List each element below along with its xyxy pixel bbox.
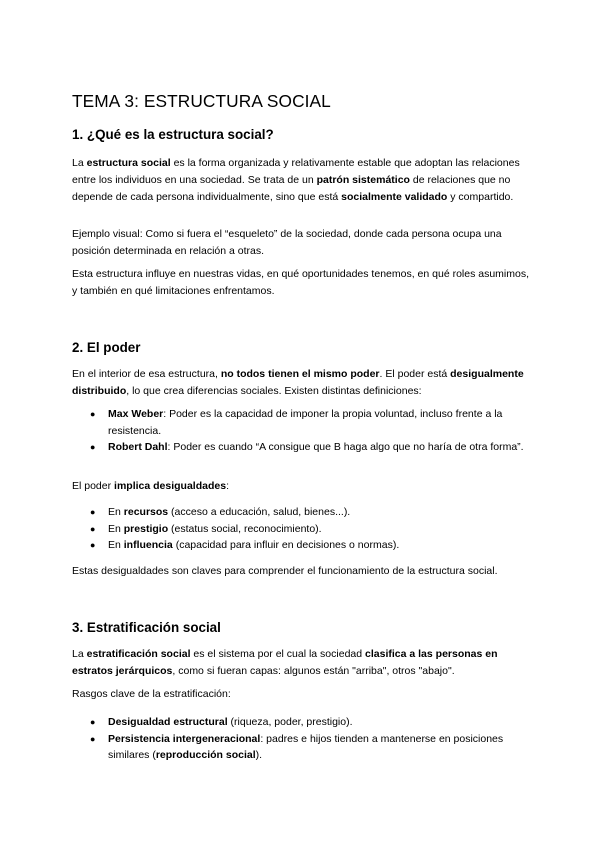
section-1-heading: 1. ¿Qué es la estructura social? [72, 127, 274, 142]
bullet-icon: ● [90, 507, 96, 517]
bullet-icon: ● [90, 442, 96, 452]
list-item: ● En recursos (acceso a educación, salud, bienes...). [72, 504, 532, 521]
page-title: TEMA 3: ESTRUCTURA SOCIAL [72, 91, 331, 111]
section-2-heading: 2. El poder [72, 340, 141, 355]
bullet-icon: ● [90, 409, 96, 419]
bullet-icon: ● [90, 717, 96, 727]
list-item: ● En influencia (capacidad para influir en decisiones o normas). [72, 537, 532, 554]
list-item: ● Robert Dahl: Poder es cuando “A consigue que B haga algo que no haría de otra forma”. [72, 439, 532, 456]
bullet-icon: ● [90, 540, 96, 550]
section-3-heading: 3. Estratificación social [72, 620, 221, 635]
s1-paragraph-2: Ejemplo visual: Como si fuera el “esqueleto” de la sociedad, donde cada persona ocupa una posición determinada en relación a otras. [72, 228, 502, 257]
s3-paragraph-2: Rasgos clave de la estratificación: [72, 688, 231, 700]
s2-paragraph-1: En el interior de esa estructura, no todos tienen el mismo poder. El poder está desigualmente distribuido, lo que crea diferencias sociales. Existen distintas definiciones: [72, 368, 524, 397]
bullet-icon: ● [90, 523, 96, 534]
s1-paragraph-1: La estructura social es la forma organizada y relativamente estable que adoptan las relaciones entre los individuos en una sociedad. Se trata de un patrón sistemático de relaciones que no depende de cada persona individualmente, sino que está socialmente validado y compartido. [72, 157, 520, 203]
s2-paragraph-3: Estas desigualdades son claves para comprender el funcionamiento de la estructura social. [72, 565, 498, 577]
traits-list [72, 714, 532, 764]
list-item: ● En prestigio (estatus social, reconocimiento). [72, 521, 532, 538]
s2-paragraph-2: El poder implica desigualdades: [72, 480, 229, 492]
definitions-list [72, 406, 532, 456]
list-item: ● Persistencia intergeneracional: padres e hijos tienden a mantenerse en posiciones similares (reproducción social). [90, 732, 504, 761]
inequalities-list [72, 504, 532, 554]
list-item: ● Max Weber: Poder es la capacidad de imponer la propia voluntad, incluso frente a la resistencia. [90, 408, 503, 437]
bullet-icon: ● [90, 733, 96, 744]
list-item: ● Desigualdad estructural (riqueza, poder, prestigio). [72, 714, 532, 731]
s1-paragraph-3: Esta estructura influye en nuestras vidas, en qué oportunidades tenemos, en qué roles asumimos, y también en qué limitaciones enfrentamos. [72, 268, 530, 297]
s3-paragraph-1: La estratificación social es el sistema por el cual la sociedad clasifica a las personas en estratos jerárquicos, como si fueran capas: algunos están "arriba", otros "abajo". [72, 648, 498, 677]
